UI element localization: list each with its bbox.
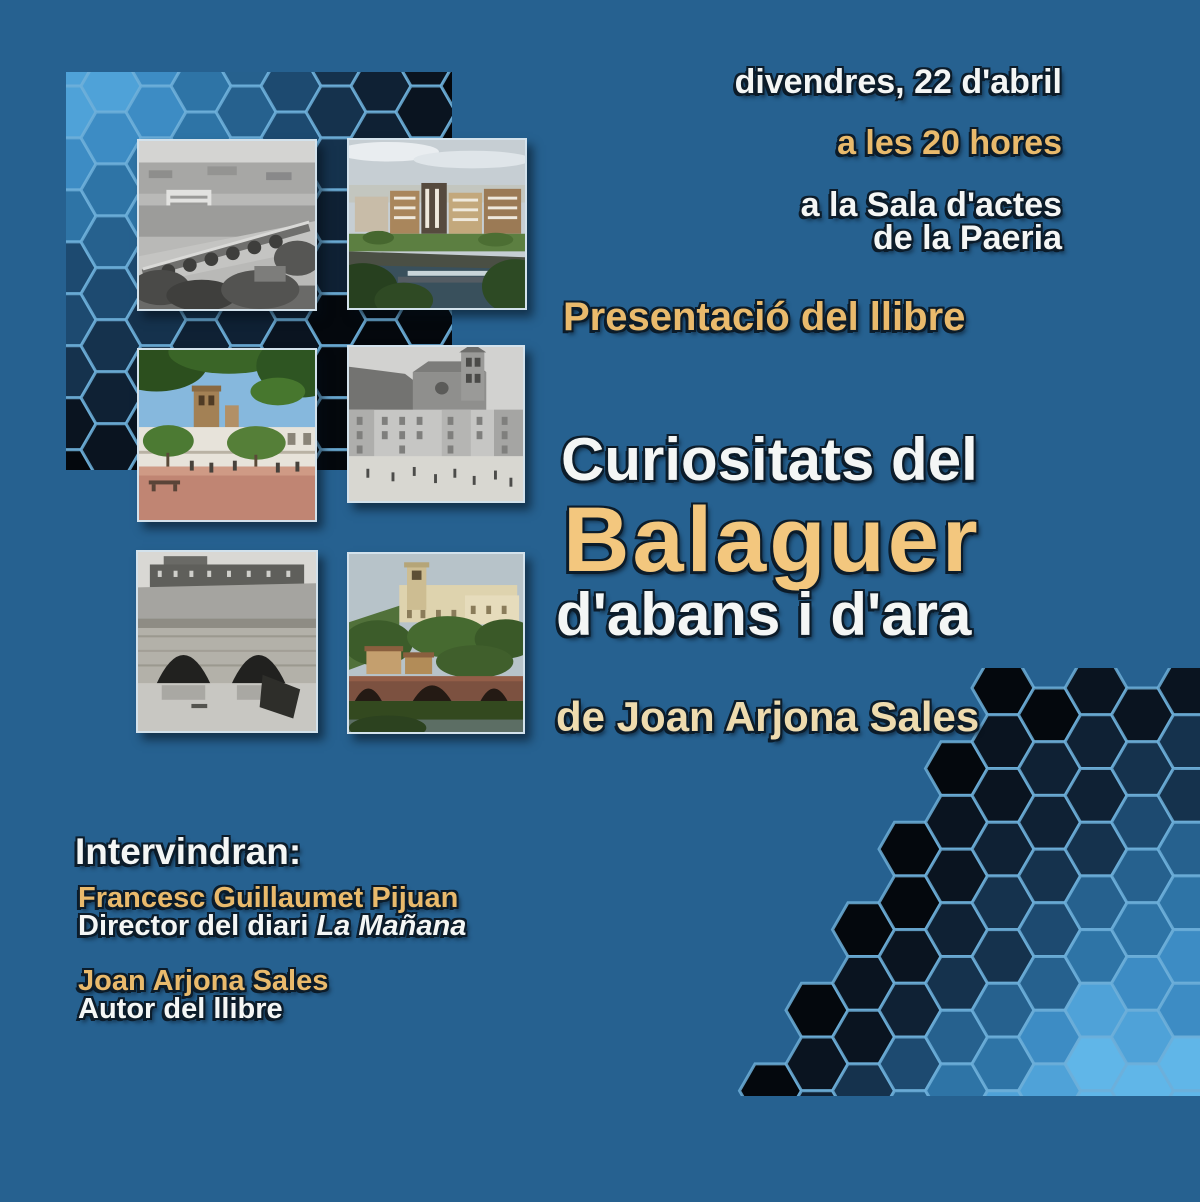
photo-color-riverfront-image [349,140,525,308]
photo-bw-aerial-bridge [137,139,317,311]
book-title-line-1: Curiositats del [561,426,978,493]
event-venue [800,186,1062,257]
event-time: a les 20 hores [837,124,1062,162]
book-title-line-3: d'abans i d'ara [556,581,972,648]
book-title-balaguer: Balaguer [563,489,981,591]
author-line: de Joan Arjona Sales [556,693,980,740]
photo-color-castle-hill [347,552,525,734]
speaker-2-name: Joan Arjona Sales [78,965,329,997]
venue-line-2: de la Paeria [872,219,1062,257]
photo-color-square [137,348,317,522]
venue-line-1: a la Sala d'actes [800,186,1062,224]
photo-bw-stone-bridge [136,550,318,733]
photo-bw-aerial-bridge-image [139,141,315,309]
photo-color-riverfront [347,138,527,310]
photo-bw-stone-bridge-image [138,552,316,731]
speaker-1-role [78,911,466,941]
speakers-heading: Intervindran: [75,831,302,872]
presentation-label: Presentació del llibre [563,295,966,339]
photo-color-castle-hill-image [349,554,523,732]
photo-bw-square-church-image [349,347,523,501]
speaker-1-name: Francesc Guillaumet Pijuan [78,882,459,914]
speaker-1-role-italic: La Mañana [316,910,467,942]
photo-bw-square-church [347,345,525,503]
speaker-2-role [78,994,283,1024]
speaker-2-role-text: Autor del llibre [78,993,283,1025]
photo-color-square-image [139,350,315,520]
event-date: divendres, 22 d'abril [734,63,1062,101]
speaker-1-role-text: Director del diari [78,910,309,942]
